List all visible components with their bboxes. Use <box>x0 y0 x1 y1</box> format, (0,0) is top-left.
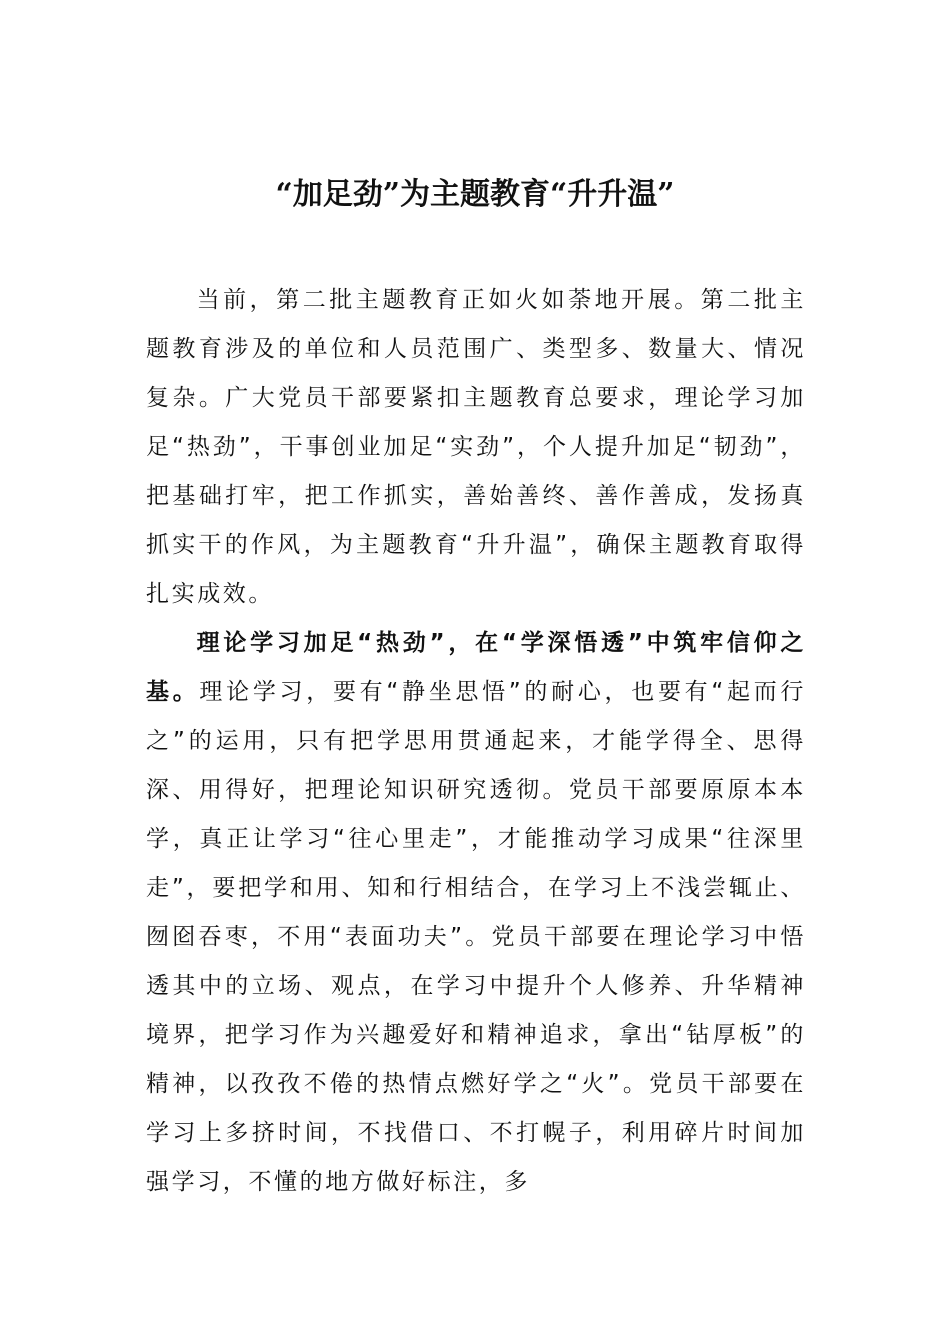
paragraph-intro <box>146 276 806 619</box>
paragraph-intro-text: 当前，第二批主题教育正如火如荼地开展。第二批主题教育涉及的单位和人员范围广、类型多、数量大、情况复杂。广大党员干部要紧扣主题教育总要求，理论学习加足“热劲”，干事创业加足“实劲”，个人提升加足“韧劲”，把基础打牢，把工作抓实，善始善终、善作善成，发扬真抓实干的作风，为主题教育“升升温”，确保主题教育取得扎实成效。 <box>146 287 806 607</box>
paragraph-theory-study-text: 理论学习，要有“静坐思悟”的耐心，也要有“起而行之”的运用，只有把学思用贯通起来，才能学得全、思得深、用得好，把理论知识研究透彻。党员干部要原原本本学，真正让学习“往心里走”，才能推动学习成果“往深里走”，要把学和用、知和行相结合，在学习上不浅尝辄止、囫囵吞枣，不用“表面功夫”。党员干部要在理论学习中悟透其中的立场、观点，在学习中提升个人修养、升华精神境界，把学习作为兴趣爱好和精神追求，拿出“钻厚板”的精神，以孜孜不倦的热情点燃好学之“火”。党员干部要在学习上多挤时间，不找借口、不打幌子，利用碎片时间加强学习，不懂的地方做好标注，多 <box>146 679 806 1195</box>
paragraph-theory-study-heading: 理论学习加足“热劲”，在“学深悟透”中筑牢信仰之基。 <box>146 630 806 705</box>
document-title: “加足劲”为主题教育“升升温” <box>275 177 675 212</box>
paragraph-theory-study <box>146 619 806 1207</box>
document-body <box>146 276 806 1207</box>
